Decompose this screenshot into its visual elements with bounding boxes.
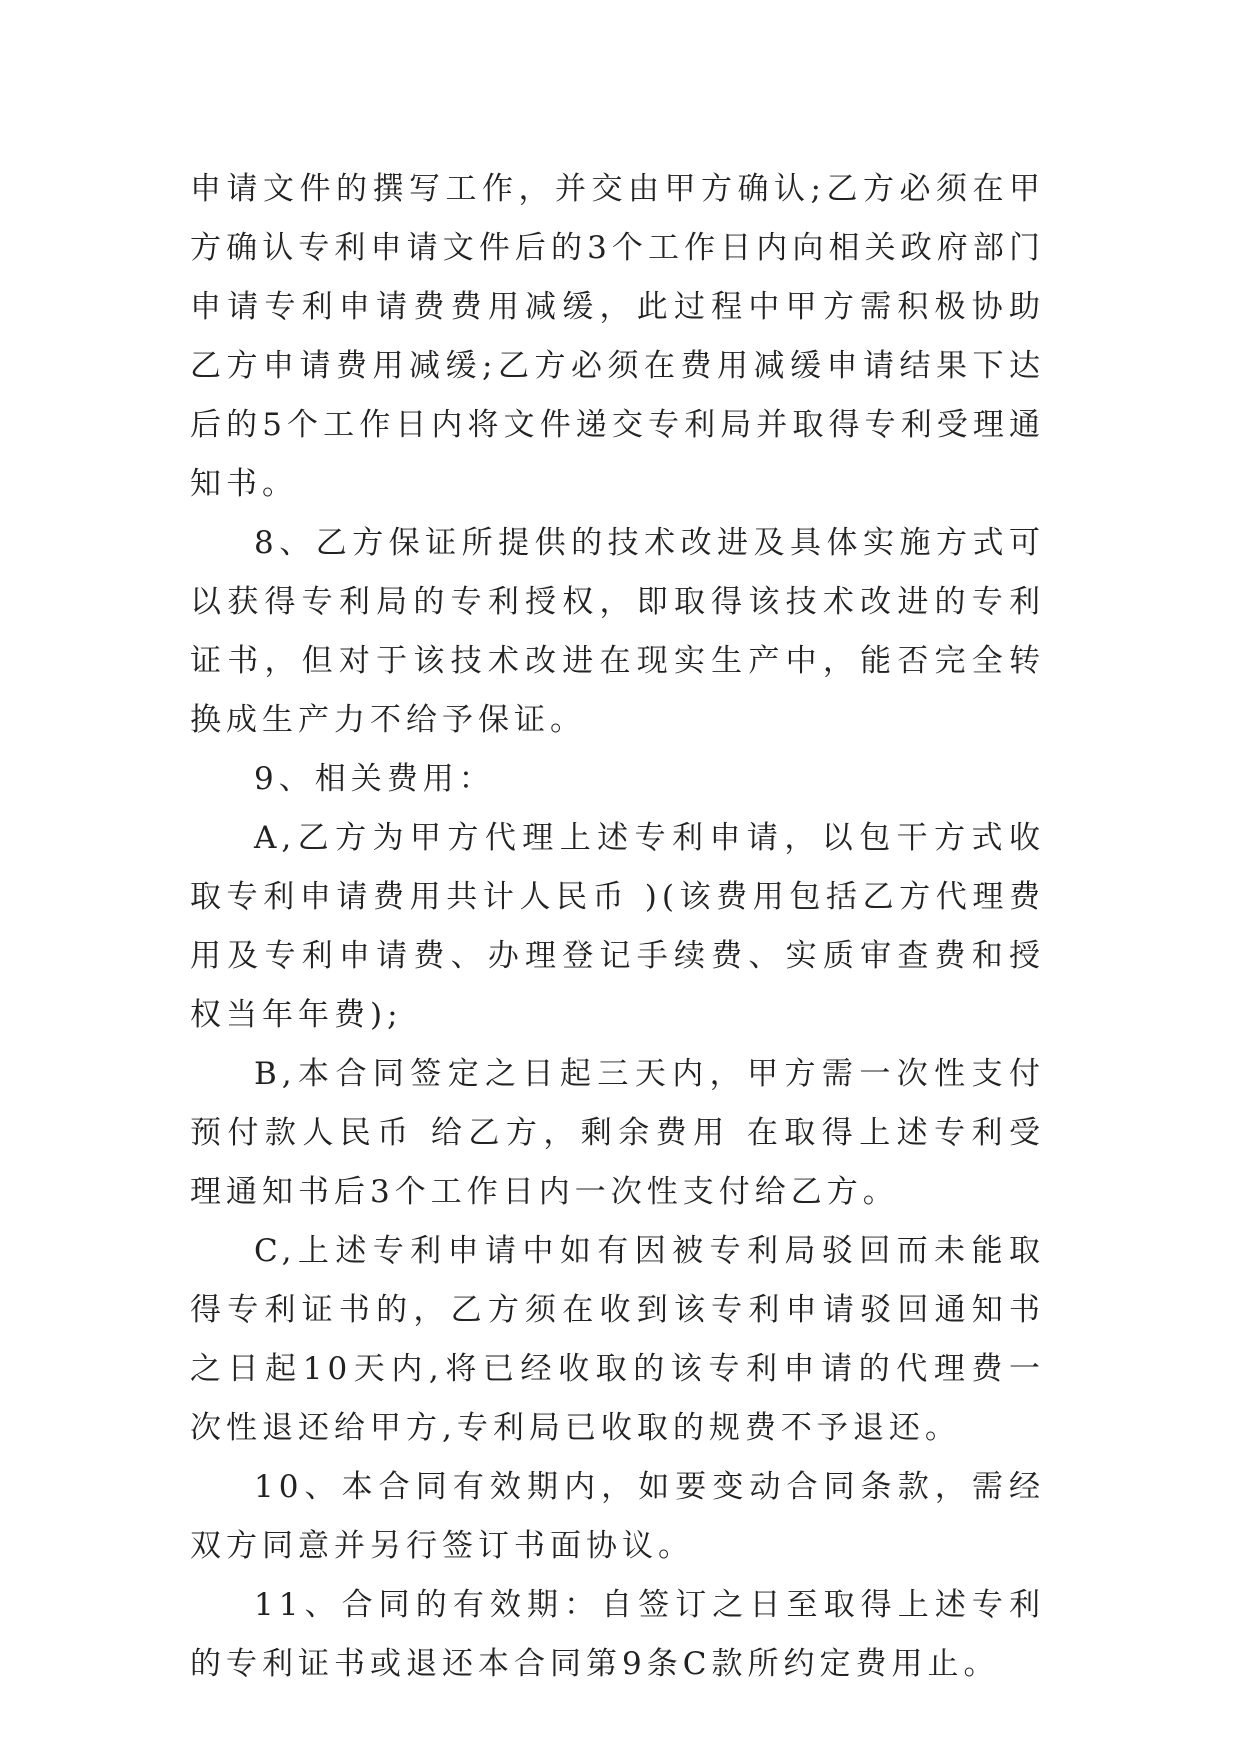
paragraph-clause-9a: A,乙方为甲方代理上述专利申请，以包干方式收取专利申请费用共计人民币 )(该费用包括乙方代理费用及专利申请费、办理登记手续费、实质审查费和授权当年年费); (190, 820, 1045, 1033)
paragraph-clause-8: 8、乙方保证所提供的技术改进及具体实施方式可以获得专利局的专利授权，即取得该技术改进的专利证书，但对于该技术改进在现实生产中，能否完全转换成生产力不给予保证。 (190, 525, 1045, 738)
document-page (190, 160, 1045, 1694)
paragraph-clause-11: 11、合同的有效期：自签订之日至取得上述专利的专利证书或退还本合同第9条C款所约定费用止。 (190, 1587, 1045, 1682)
paragraph-clause-9b: B,本合同签定之日起三天内，甲方需一次性支付预付款人民币 给乙方，剩余费用 在取得上述专利受理通知书后3个工作日内一次性支付给乙方。 (190, 1056, 1045, 1210)
paragraph-continuation: 申请文件的撰写工作，并交由甲方确认;乙方必须在甲方确认专利申请文件后的3个工作日内向相关政府部门申请专利申请费费用减缓，此过程中甲方需积极协助乙方申请费用减缓;乙方必须在费用减缓申请结果下达后的5个工作日内将文件递交专利局并取得专利受理通知书。 (190, 171, 1045, 502)
paragraph-clause-10: 10、本合同有效期内，如要变动合同条款，需经双方同意并另行签订书面协议。 (190, 1469, 1045, 1564)
paragraph-clause-9c: C,上述专利申请中如有因被专利局驳回而未能取得专利证书的，乙方须在收到该专利申请驳回通知书之日起10天内,将已经收取的该专利申请的代理费一次性退还给甲方,专利局已收取的规费不予退还。 (190, 1233, 1045, 1446)
paragraph-clause-9: 9、相关费用： (254, 761, 495, 797)
